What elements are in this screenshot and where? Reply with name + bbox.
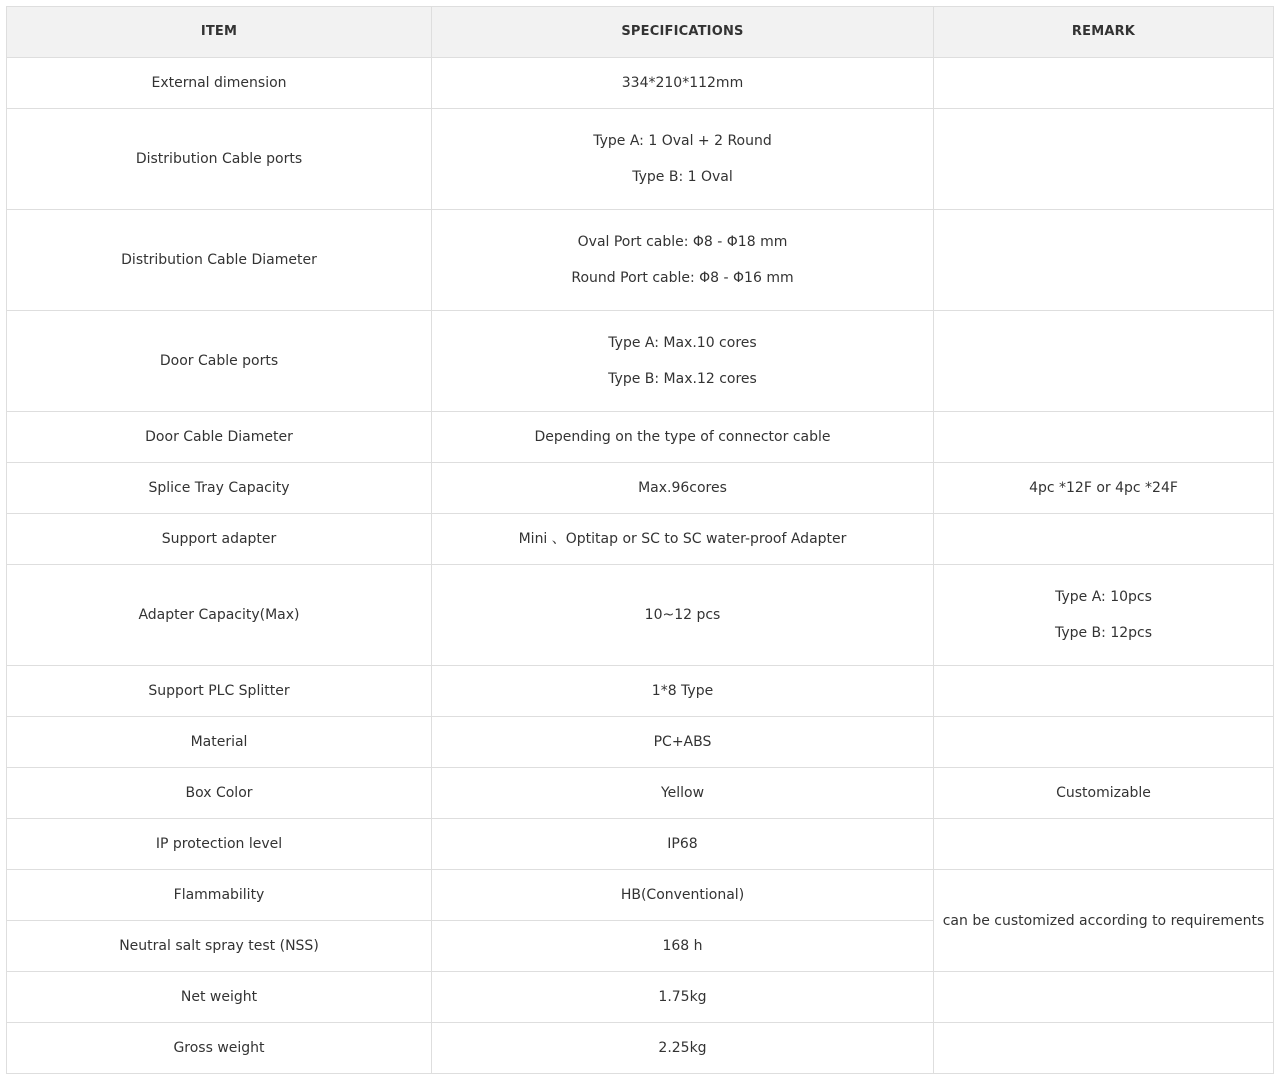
remark-cell <box>934 1023 1274 1074</box>
spec-line: PC+ABS <box>653 734 712 750</box>
item-cell: Neutral salt spray test (NSS) <box>7 921 432 972</box>
remark-line: Type A: 10pcs <box>1055 589 1152 605</box>
item-cell: Net weight <box>7 972 432 1023</box>
spec-line: Max.96cores <box>638 480 727 496</box>
remark-cell <box>934 819 1274 870</box>
spec-cell <box>432 412 934 463</box>
item-cell: Support adapter <box>7 514 432 565</box>
spec-line: 1.75kg <box>658 989 707 1005</box>
spec-cell <box>432 717 934 768</box>
remark-cell <box>934 210 1274 311</box>
spec-cell <box>432 109 934 210</box>
remark-cell-merged: can be customized according to requirements <box>934 870 1274 972</box>
remark-cell <box>934 109 1274 210</box>
remark-cell <box>934 58 1274 109</box>
spec-cell <box>432 565 934 666</box>
item-cell: Box Color <box>7 768 432 819</box>
spec-cell <box>432 870 934 921</box>
spec-line: 1*8 Type <box>651 683 714 699</box>
table-row <box>7 666 1274 717</box>
remark-cell <box>934 311 1274 412</box>
table-row <box>7 463 1274 514</box>
remark-line: Type B: 12pcs <box>1054 625 1153 641</box>
spec-line: Mini 、Optitap or SC to SC water-proof Adapter <box>518 531 847 547</box>
item-cell: Distribution Cable Diameter <box>7 210 432 311</box>
spec-cell <box>432 972 934 1023</box>
table-row <box>7 210 1274 311</box>
table-row <box>7 311 1274 412</box>
spec-table <box>6 6 1274 1074</box>
table-row <box>7 768 1274 819</box>
spec-cell <box>432 311 934 412</box>
spec-line: Round Port cable: Φ8 - Φ16 mm <box>571 270 794 286</box>
spec-line: Depending on the type of connector cable <box>534 429 831 445</box>
spec-cell <box>432 666 934 717</box>
table-row <box>7 58 1274 109</box>
spec-line: IP68 <box>667 836 698 852</box>
remark-line: Customizable <box>1056 785 1151 801</box>
table-row <box>7 514 1274 565</box>
remark-cell <box>934 972 1274 1023</box>
spec-cell <box>432 819 934 870</box>
remark-cell <box>934 666 1274 717</box>
remark-cell <box>934 514 1274 565</box>
spec-line: 10~12 pcs <box>644 607 721 623</box>
item-cell: External dimension <box>7 58 432 109</box>
remark-cell <box>934 412 1274 463</box>
spec-cell <box>432 1023 934 1074</box>
spec-line: Type B: Max.12 cores <box>608 371 757 387</box>
table-row <box>7 819 1274 870</box>
item-cell: Distribution Cable ports <box>7 109 432 210</box>
spec-line: Oval Port cable: Φ8 - Φ18 mm <box>577 234 788 250</box>
header-specifications: SPECIFICATIONS <box>432 7 934 58</box>
item-cell: Door Cable Diameter <box>7 412 432 463</box>
header-item: ITEM <box>7 7 432 58</box>
remark-cell <box>934 717 1274 768</box>
spec-line: Yellow <box>660 785 705 801</box>
spec-line: Type A: 1 Oval + 2 Round <box>593 133 772 149</box>
spec-line: Type B: 1 Oval <box>632 169 733 185</box>
table-row <box>7 109 1274 210</box>
item-cell: Adapter Capacity(Max) <box>7 565 432 666</box>
table-row <box>7 717 1274 768</box>
spec-line: HB(Conventional) <box>620 887 745 903</box>
table-row <box>7 565 1274 666</box>
spec-cell <box>432 58 934 109</box>
item-cell: Door Cable ports <box>7 311 432 412</box>
remark-cell <box>934 463 1274 514</box>
spec-cell <box>432 921 934 972</box>
table-row <box>7 972 1274 1023</box>
item-cell: Gross weight <box>7 1023 432 1074</box>
spec-cell <box>432 210 934 311</box>
spec-line: 334*210*112mm <box>621 75 744 91</box>
item-cell: Flammability <box>7 870 432 921</box>
spec-cell <box>432 768 934 819</box>
item-cell: IP protection level <box>7 819 432 870</box>
remark-cell <box>934 565 1274 666</box>
header-remark: REMARK <box>934 7 1274 58</box>
spec-line: Type A: Max.10 cores <box>608 335 757 351</box>
spec-line: 2.25kg <box>658 1040 707 1056</box>
table-row <box>7 412 1274 463</box>
remark-cell <box>934 768 1274 819</box>
item-cell: Material <box>7 717 432 768</box>
spec-line: 168 h <box>662 938 703 954</box>
item-cell: Support PLC Splitter <box>7 666 432 717</box>
header-row <box>7 7 1274 58</box>
item-cell: Splice Tray Capacity <box>7 463 432 514</box>
spec-cell <box>432 463 934 514</box>
spec-cell <box>432 514 934 565</box>
table-row <box>7 870 1274 921</box>
table-row <box>7 1023 1274 1074</box>
remark-line: 4pc *12F or 4pc *24F <box>1029 480 1178 496</box>
